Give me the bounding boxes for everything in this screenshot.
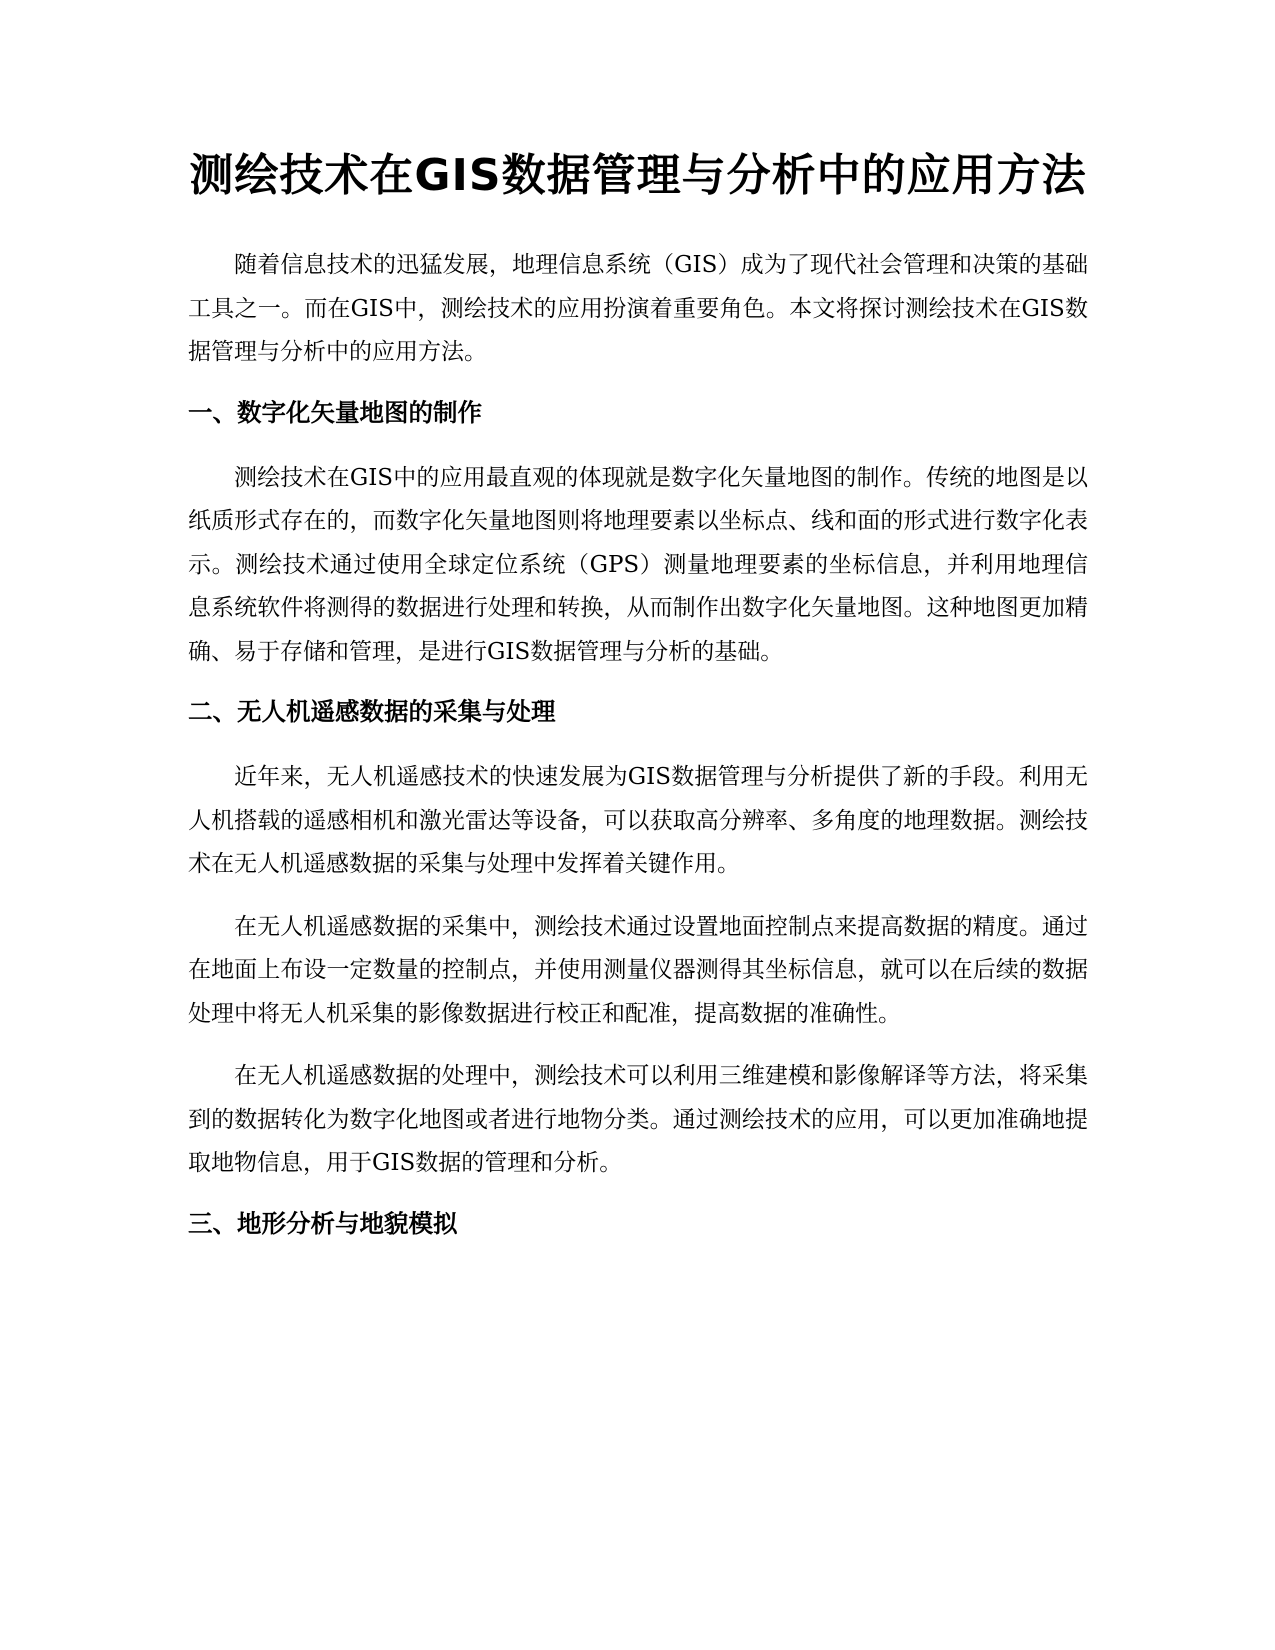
section-1-heading: 一、数字化矢量地图的制作: [188, 397, 482, 427]
section-2-paragraph-3: 在无人机遥感数据的处理中，测绘技术可以利用三维建模和影像解译等方法，将采集到的数据转化为数字化地图或者进行地物分类。通过测绘技术的应用，可以更加准确地提取地物信息，用于GIS数据的管理和分析。: [188, 1063, 1088, 1176]
intro-paragraph: 随着信息技术的迅猛发展，地理信息系统（GIS）成为了现代社会管理和决策的基础工具之一。而在GIS中，测绘技术的应用扮演着重要角色。本文将探讨测绘技术在GIS数据管理与分析中的应用方法。: [188, 252, 1088, 365]
section-3-heading: 三、地形分析与地貌模拟: [188, 1208, 458, 1238]
section-1-paragraph-1: 测绘技术在GIS中的应用最直观的体现就是数字化矢量地图的制作。传统的地图是以纸质形式存在的，而数字化矢量地图则将地理要素以坐标点、线和面的形式进行数字化表示。测绘技术通过使用全球定位系统（GPS）测量地理要素的坐标信息，并利用地理信息系统软件将测得的数据进行处理和转换，从而制作出数字化矢量地图。这种地图更加精确、易于存储和管理，是进行GIS数据管理与分析的基础。: [188, 464, 1088, 665]
document-body: [188, 138, 1088, 1268]
section-2-heading: 二、无人机遥感数据的采集与处理: [188, 697, 556, 726]
document-title: 测绘技术在GIS数据管理与分析中的应用方法: [189, 150, 1087, 201]
section-2-paragraph-2: 在无人机遥感数据的采集中，测绘技术通过设置地面控制点来提高数据的精度。通过在地面上布设一定数量的控制点，并使用测量仪器测得其坐标信息，就可以在后续的数据处理中将无人机采集的影像数据进行校正和配准，提高数据的准确性。: [188, 913, 1088, 1027]
section-2-paragraph-1: 近年来，无人机遥感技术的快速发展为GIS数据管理与分析提供了新的手段。利用无人机搭载的遥感相机和激光雷达等设备，可以获取高分辨率、多角度的地理数据。测绘技术在无人机遥感数据的采集与处理中发挥着关键作用。: [188, 764, 1088, 877]
